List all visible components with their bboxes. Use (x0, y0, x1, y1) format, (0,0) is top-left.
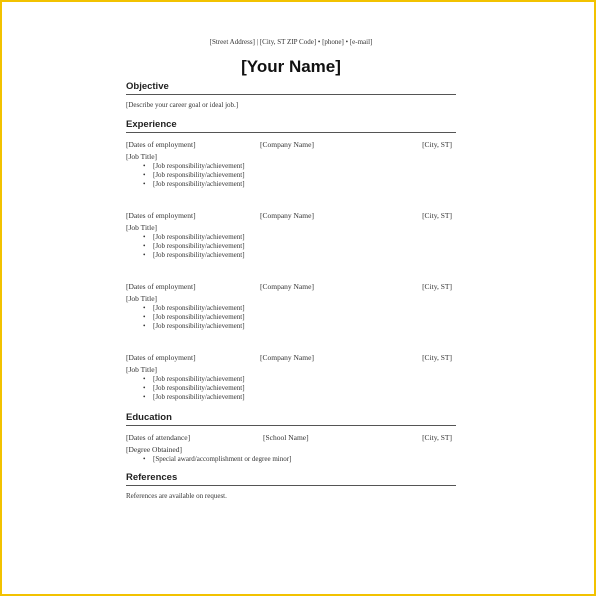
job-company: [Company Name] (260, 353, 314, 362)
education-dates: [Dates of attendance] (126, 433, 191, 442)
job-header-row (126, 352, 456, 363)
job-location: [City, ST] (422, 353, 452, 362)
job-title: [Job Title] (126, 365, 158, 374)
job-company: [Company Name] (260, 282, 314, 291)
job-entry (126, 210, 456, 260)
list-item: • [Job responsibility/achievement] (143, 180, 245, 188)
list-item: • [Job responsibility/achievement] (143, 375, 245, 383)
job-company: [Company Name] (260, 211, 314, 220)
list-item: • [Job responsibility/achievement] (143, 304, 245, 312)
education-header-row (126, 432, 456, 443)
list-item: • [Job responsibility/achievement] (143, 233, 245, 241)
resume-page (126, 36, 456, 501)
job-title: [Job Title] (126, 294, 158, 303)
job-responsibility-list (126, 304, 456, 331)
job-location: [City, ST] (422, 282, 452, 291)
candidate-name: [Your Name] (241, 57, 341, 76)
bullet-icon: • (143, 162, 146, 170)
contact-line: [Street Address] | [City, ST ZIP Code] • [phone] • [e-mail] (209, 38, 373, 46)
list-item: • [Special award/accomplishment or degree minor] (143, 455, 292, 463)
job-dates: [Dates of employment] (126, 211, 196, 220)
list-item: • [Job responsibility/achievement] (143, 162, 245, 170)
experience-section (126, 119, 456, 402)
education-location: [City, ST] (422, 433, 452, 442)
education-list (126, 455, 456, 464)
references-text: References are available on request. (126, 492, 227, 500)
job-header-row (126, 210, 456, 221)
bullet-icon: • (143, 304, 146, 312)
experience-heading: Experience (126, 119, 456, 133)
objective-section (126, 81, 456, 110)
job-header-row (126, 139, 456, 150)
references-section (126, 472, 456, 501)
job-entry (126, 281, 456, 331)
bullet-icon: • (143, 393, 146, 401)
education-heading: Education (126, 412, 456, 426)
job-responsibility-list (126, 233, 456, 260)
bullet-icon: • (143, 384, 146, 392)
job-entry (126, 352, 456, 402)
school-name: [School Name] (263, 433, 309, 442)
bullet-icon: • (143, 171, 146, 179)
list-item: • [Job responsibility/achievement] (143, 313, 245, 321)
job-location: [City, ST] (422, 211, 452, 220)
job-title: [Job Title] (126, 223, 158, 232)
job-title: [Job Title] (126, 152, 158, 161)
education-entry (126, 432, 456, 464)
job-responsibility-list (126, 375, 456, 402)
job-entry (126, 139, 456, 189)
bullet-icon: • (143, 242, 146, 250)
job-dates: [Dates of employment] (126, 140, 196, 149)
list-item: • [Job responsibility/achievement] (143, 242, 245, 250)
job-responsibility-list (126, 162, 456, 189)
education-section (126, 412, 456, 464)
bullet-icon: • (143, 180, 146, 188)
bullet-icon: • (143, 313, 146, 321)
bullet-icon: • (143, 251, 146, 259)
list-item: • [Job responsibility/achievement] (143, 393, 245, 401)
bullet-icon: • (143, 455, 146, 463)
job-dates: [Dates of employment] (126, 282, 196, 291)
degree: [Degree Obtained] (126, 445, 183, 454)
job-header-row (126, 281, 456, 292)
job-dates: [Dates of employment] (126, 353, 196, 362)
objective-heading: Objective (126, 81, 456, 95)
list-item: • [Job responsibility/achievement] (143, 171, 245, 179)
bullet-icon: • (143, 233, 146, 241)
bullet-icon: • (143, 322, 146, 330)
bullet-icon: • (143, 375, 146, 383)
list-item: • [Job responsibility/achievement] (143, 322, 245, 330)
job-location: [City, ST] (422, 140, 452, 149)
objective-text: [Describe your career goal or ideal job.] (126, 101, 239, 109)
list-item: • [Job responsibility/achievement] (143, 251, 245, 259)
job-company: [Company Name] (260, 140, 314, 149)
references-heading: References (126, 472, 456, 486)
list-item: • [Job responsibility/achievement] (143, 384, 245, 392)
